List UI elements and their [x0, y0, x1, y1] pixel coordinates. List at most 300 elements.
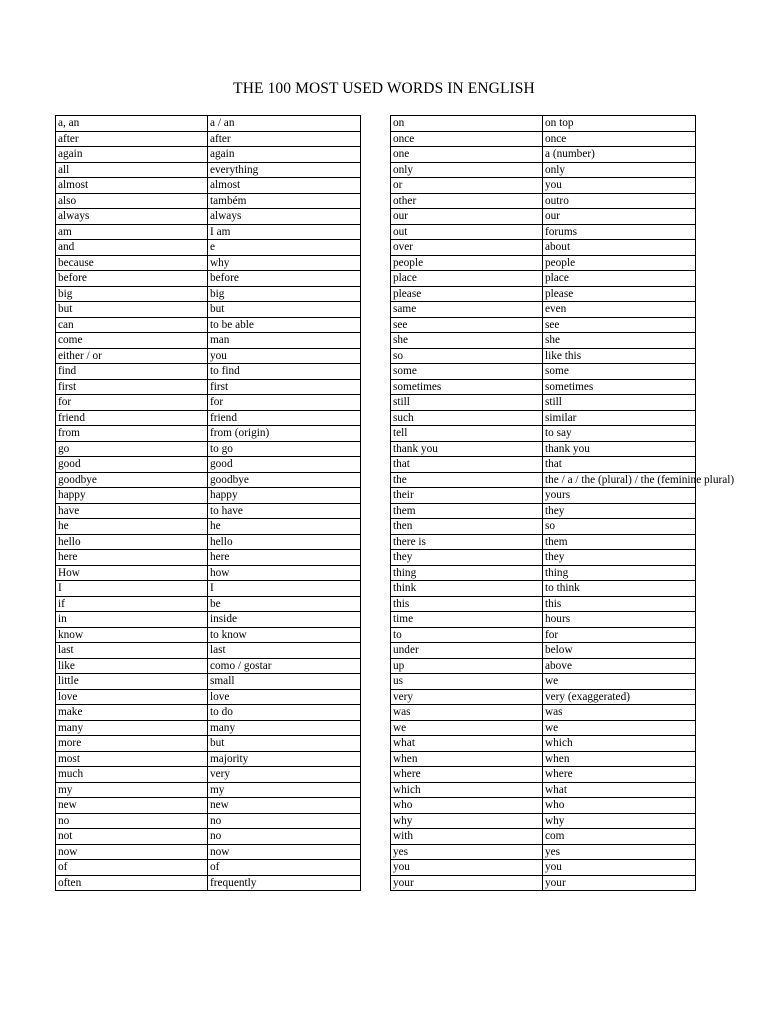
translation-cell: I am — [208, 224, 361, 240]
table-row — [56, 875, 361, 891]
translation-cell: only — [543, 162, 696, 178]
translation-cell: frequently — [208, 875, 361, 891]
translation-cell: big — [208, 286, 361, 302]
translation-cell: yours — [543, 488, 696, 504]
english-word-cell: also — [56, 193, 208, 209]
table-row — [391, 131, 696, 147]
translation-cell: a (number) — [543, 147, 696, 163]
english-word-cell: come — [56, 333, 208, 349]
english-word-cell: when — [391, 751, 543, 767]
translation-cell: please — [543, 286, 696, 302]
translation-cell: outro — [543, 193, 696, 209]
english-word-cell: always — [56, 209, 208, 225]
english-word-cell: now — [56, 844, 208, 860]
english-word-cell: your — [391, 875, 543, 891]
english-word-cell: thank you — [391, 441, 543, 457]
english-word-cell: big — [56, 286, 208, 302]
table-row — [391, 348, 696, 364]
english-word-cell: before — [56, 271, 208, 287]
translation-cell: you — [543, 178, 696, 194]
translation-cell: small — [208, 674, 361, 690]
table-row — [56, 627, 361, 643]
english-word-cell: yes — [391, 844, 543, 860]
translation-cell: where — [543, 767, 696, 783]
translation-cell: was — [543, 705, 696, 721]
translation-cell: the / a / the (plural) / the (feminine plural) — [543, 472, 696, 488]
english-word-cell: under — [391, 643, 543, 659]
table-row — [56, 240, 361, 256]
translation-cell: hello — [208, 534, 361, 550]
english-word-cell: little — [56, 674, 208, 690]
table-row — [56, 426, 361, 442]
table-row — [56, 472, 361, 488]
table-row — [391, 333, 696, 349]
translation-cell: below — [543, 643, 696, 659]
table-row — [56, 565, 361, 581]
table-row — [391, 627, 696, 643]
english-word-cell: our — [391, 209, 543, 225]
table-row — [56, 813, 361, 829]
page-title: THE 100 MOST USED WORDS IN ENGLISH — [233, 80, 535, 97]
english-word-cell: that — [391, 457, 543, 473]
english-word-cell: can — [56, 317, 208, 333]
table-row — [56, 720, 361, 736]
translation-cell: about — [543, 240, 696, 256]
table-row — [56, 379, 361, 395]
table-row — [56, 255, 361, 271]
translation-cell: after — [208, 131, 361, 147]
english-word-cell: many — [56, 720, 208, 736]
english-word-cell: over — [391, 240, 543, 256]
translation-cell: no — [208, 829, 361, 845]
english-word-cell: like — [56, 658, 208, 674]
translation-cell: yes — [543, 844, 696, 860]
translation-cell: but — [208, 302, 361, 318]
translation-cell: you — [208, 348, 361, 364]
table-row — [56, 782, 361, 798]
translation-cell: this — [543, 596, 696, 612]
english-word-cell: after — [56, 131, 208, 147]
table-row — [56, 643, 361, 659]
english-word-cell: who — [391, 798, 543, 814]
table-row — [391, 457, 696, 473]
table-row — [391, 317, 696, 333]
table-row — [391, 612, 696, 628]
table-row — [56, 674, 361, 690]
table-row — [391, 565, 696, 581]
table-row — [56, 395, 361, 411]
table-row — [391, 395, 696, 411]
table-row — [391, 271, 696, 287]
english-word-cell: please — [391, 286, 543, 302]
table-row — [391, 875, 696, 891]
translation-cell: a / an — [208, 116, 361, 132]
translation-cell: again — [208, 147, 361, 163]
english-word-cell: you — [391, 860, 543, 876]
english-word-cell: make — [56, 705, 208, 721]
table-row — [56, 829, 361, 845]
translation-cell: we — [543, 720, 696, 736]
translation-cell: which — [543, 736, 696, 752]
translation-cell: why — [543, 813, 696, 829]
english-word-cell: find — [56, 364, 208, 380]
english-word-cell: more — [56, 736, 208, 752]
table-row — [391, 829, 696, 845]
table-row — [391, 410, 696, 426]
table-row — [56, 736, 361, 752]
translation-cell: see — [543, 317, 696, 333]
translation-cell: but — [208, 736, 361, 752]
translation-cell: hours — [543, 612, 696, 628]
translation-cell: before — [208, 271, 361, 287]
table-row — [56, 209, 361, 225]
english-word-cell: the — [391, 472, 543, 488]
translation-cell: to find — [208, 364, 361, 380]
english-word-cell: goodbye — [56, 472, 208, 488]
english-word-cell: which — [391, 782, 543, 798]
english-word-cell: tell — [391, 426, 543, 442]
english-word-cell: good — [56, 457, 208, 473]
table-row — [391, 782, 696, 798]
english-word-cell: all — [56, 162, 208, 178]
english-word-cell: think — [391, 581, 543, 597]
table-row — [56, 612, 361, 628]
word-table-left-body — [56, 116, 361, 891]
english-word-cell: in — [56, 612, 208, 628]
english-word-cell: I — [56, 581, 208, 597]
table-row — [391, 519, 696, 535]
translation-cell: to do — [208, 705, 361, 721]
translation-cell: new — [208, 798, 361, 814]
english-word-cell: sometimes — [391, 379, 543, 395]
english-word-cell: one — [391, 147, 543, 163]
table-row — [391, 860, 696, 876]
translation-cell: to have — [208, 503, 361, 519]
translation-cell: above — [543, 658, 696, 674]
translation-cell: to think — [543, 581, 696, 597]
english-word-cell: time — [391, 612, 543, 628]
translation-cell: from (origin) — [208, 426, 361, 442]
table-row — [56, 534, 361, 550]
english-word-cell: last — [56, 643, 208, 659]
translation-cell: first — [208, 379, 361, 395]
english-word-cell: such — [391, 410, 543, 426]
english-word-cell: a, an — [56, 116, 208, 132]
english-word-cell: people — [391, 255, 543, 271]
table-row — [391, 534, 696, 550]
table-row — [56, 581, 361, 597]
translation-cell: why — [208, 255, 361, 271]
english-word-cell: very — [391, 689, 543, 705]
english-word-cell: what — [391, 736, 543, 752]
translation-cell: once — [543, 131, 696, 147]
table-row — [391, 116, 696, 132]
english-word-cell: happy — [56, 488, 208, 504]
table-row — [56, 844, 361, 860]
translation-cell: them — [543, 534, 696, 550]
english-word-cell: from — [56, 426, 208, 442]
table-row — [56, 798, 361, 814]
table-row — [391, 643, 696, 659]
english-word-cell: out — [391, 224, 543, 240]
table-row — [56, 286, 361, 302]
translation-cell: place — [543, 271, 696, 287]
table-row — [56, 333, 361, 349]
translation-cell: good — [208, 457, 361, 473]
table-row — [391, 813, 696, 829]
translation-cell: for — [208, 395, 361, 411]
translation-cell: similar — [543, 410, 696, 426]
word-table-left — [55, 115, 361, 891]
english-word-cell: there is — [391, 534, 543, 550]
word-table-right-body — [391, 116, 735, 891]
translation-cell: love — [208, 689, 361, 705]
table-row — [56, 162, 361, 178]
english-word-cell: and — [56, 240, 208, 256]
english-word-cell: hello — [56, 534, 208, 550]
table-row — [391, 689, 696, 705]
translation-cell: inside — [208, 612, 361, 628]
translation-cell: happy — [208, 488, 361, 504]
translation-cell: for — [543, 627, 696, 643]
translation-cell: who — [543, 798, 696, 814]
table-row — [391, 224, 696, 240]
table-row — [391, 844, 696, 860]
translation-cell: to say — [543, 426, 696, 442]
translation-cell: friend — [208, 410, 361, 426]
english-word-cell: to — [391, 627, 543, 643]
english-word-cell: because — [56, 255, 208, 271]
english-word-cell: this — [391, 596, 543, 612]
english-word-cell: us — [391, 674, 543, 690]
translation-cell: my — [208, 782, 361, 798]
translation-cell: com — [543, 829, 696, 845]
translation-cell: majority — [208, 751, 361, 767]
table-row — [56, 658, 361, 674]
table-row — [391, 472, 696, 488]
table-row — [56, 364, 361, 380]
english-word-cell: go — [56, 441, 208, 457]
table-row — [391, 767, 696, 783]
english-word-cell: on — [391, 116, 543, 132]
english-word-cell: first — [56, 379, 208, 395]
english-word-cell: know — [56, 627, 208, 643]
english-word-cell: How — [56, 565, 208, 581]
table-row — [391, 596, 696, 612]
translation-cell: e — [208, 240, 361, 256]
translation-cell: they — [543, 503, 696, 519]
english-word-cell: why — [391, 813, 543, 829]
translation-cell: be — [208, 596, 361, 612]
english-word-cell: again — [56, 147, 208, 163]
translation-cell: people — [543, 255, 696, 271]
translation-cell: almost — [208, 178, 361, 194]
translation-cell: many — [208, 720, 361, 736]
english-word-cell: was — [391, 705, 543, 721]
table-row — [56, 131, 361, 147]
table-row — [391, 162, 696, 178]
english-word-cell: other — [391, 193, 543, 209]
english-word-cell: either / or — [56, 348, 208, 364]
translation-cell: some — [543, 364, 696, 380]
english-word-cell: see — [391, 317, 543, 333]
translation-cell: that — [543, 457, 696, 473]
translation-cell: so — [543, 519, 696, 535]
table-row — [391, 178, 696, 194]
translation-cell: we — [543, 674, 696, 690]
translation-cell: very — [208, 767, 361, 783]
table-row — [56, 116, 361, 132]
word-table-right — [390, 115, 735, 891]
english-word-cell: of — [56, 860, 208, 876]
translation-cell: still — [543, 395, 696, 411]
table-row — [391, 255, 696, 271]
english-word-cell: have — [56, 503, 208, 519]
english-word-cell: thing — [391, 565, 543, 581]
english-word-cell: if — [56, 596, 208, 612]
english-word-cell: then — [391, 519, 543, 535]
table-row — [56, 147, 361, 163]
table-row — [391, 426, 696, 442]
table-row — [56, 193, 361, 209]
english-word-cell: he — [56, 519, 208, 535]
english-word-cell: almost — [56, 178, 208, 194]
table-row — [56, 410, 361, 426]
english-word-cell: only — [391, 162, 543, 178]
table-row — [391, 674, 696, 690]
translation-cell: como / gostar — [208, 658, 361, 674]
english-word-cell: we — [391, 720, 543, 736]
table-row — [56, 689, 361, 705]
table-row — [56, 178, 361, 194]
english-word-cell: not — [56, 829, 208, 845]
english-word-cell: up — [391, 658, 543, 674]
translation-cell: goodbye — [208, 472, 361, 488]
table-row — [391, 798, 696, 814]
translation-cell: very (exaggerated) — [543, 689, 696, 705]
table-row — [56, 317, 361, 333]
table-row — [56, 503, 361, 519]
table-row — [391, 736, 696, 752]
table-row — [391, 550, 696, 566]
translation-cell: here — [208, 550, 361, 566]
english-word-cell: some — [391, 364, 543, 380]
table-row — [56, 705, 361, 721]
table-row — [391, 581, 696, 597]
table-row — [56, 348, 361, 364]
table-row — [391, 488, 696, 504]
english-word-cell: still — [391, 395, 543, 411]
translation-cell: thing — [543, 565, 696, 581]
english-word-cell: with — [391, 829, 543, 845]
translation-cell: when — [543, 751, 696, 767]
translation-cell: forums — [543, 224, 696, 240]
table-row — [391, 503, 696, 519]
english-word-cell: once — [391, 131, 543, 147]
english-word-cell: new — [56, 798, 208, 814]
translation-cell: to be able — [208, 317, 361, 333]
translation-cell: how — [208, 565, 361, 581]
english-word-cell: where — [391, 767, 543, 783]
table-row — [56, 860, 361, 876]
english-word-cell: place — [391, 271, 543, 287]
table-row — [56, 302, 361, 318]
table-row — [391, 751, 696, 767]
translation-cell: your — [543, 875, 696, 891]
table-row — [391, 209, 696, 225]
table-row — [56, 767, 361, 783]
english-word-cell: love — [56, 689, 208, 705]
translation-cell: last — [208, 643, 361, 659]
table-row — [56, 224, 361, 240]
translation-cell: man — [208, 333, 361, 349]
table-row — [391, 705, 696, 721]
translation-cell: they — [543, 550, 696, 566]
translation-cell: sometimes — [543, 379, 696, 395]
english-word-cell: so — [391, 348, 543, 364]
english-word-cell: no — [56, 813, 208, 829]
translation-cell: you — [543, 860, 696, 876]
table-row — [391, 302, 696, 318]
translation-cell: on top — [543, 116, 696, 132]
translation-cell: he — [208, 519, 361, 535]
english-word-cell: same — [391, 302, 543, 318]
english-word-cell: she — [391, 333, 543, 349]
translation-cell: thank you — [543, 441, 696, 457]
table-row — [56, 596, 361, 612]
english-word-cell: often — [56, 875, 208, 891]
english-word-cell: them — [391, 503, 543, 519]
table-row — [391, 286, 696, 302]
table-row — [391, 720, 696, 736]
translation-cell: também — [208, 193, 361, 209]
table-row — [56, 271, 361, 287]
table-row — [56, 519, 361, 535]
english-word-cell: am — [56, 224, 208, 240]
table-row — [391, 240, 696, 256]
table-row — [56, 550, 361, 566]
translation-cell: even — [543, 302, 696, 318]
table-row — [391, 441, 696, 457]
translation-cell: what — [543, 782, 696, 798]
translation-cell: to go — [208, 441, 361, 457]
translation-cell: like this — [543, 348, 696, 364]
english-word-cell: but — [56, 302, 208, 318]
translation-cell: always — [208, 209, 361, 225]
english-word-cell: most — [56, 751, 208, 767]
table-row — [56, 457, 361, 473]
translation-cell: now — [208, 844, 361, 860]
translation-cell: I — [208, 581, 361, 597]
translation-cell: of — [208, 860, 361, 876]
english-word-cell: much — [56, 767, 208, 783]
table-row — [391, 658, 696, 674]
translation-cell: no — [208, 813, 361, 829]
english-word-cell: for — [56, 395, 208, 411]
translation-cell: everything — [208, 162, 361, 178]
english-word-cell: they — [391, 550, 543, 566]
translation-cell: she — [543, 333, 696, 349]
table-row — [391, 364, 696, 380]
table-row — [56, 751, 361, 767]
translation-cell: our — [543, 209, 696, 225]
translation-cell: to know — [208, 627, 361, 643]
english-word-cell: their — [391, 488, 543, 504]
english-word-cell: friend — [56, 410, 208, 426]
table-row — [56, 441, 361, 457]
english-word-cell: or — [391, 178, 543, 194]
table-row — [391, 379, 696, 395]
